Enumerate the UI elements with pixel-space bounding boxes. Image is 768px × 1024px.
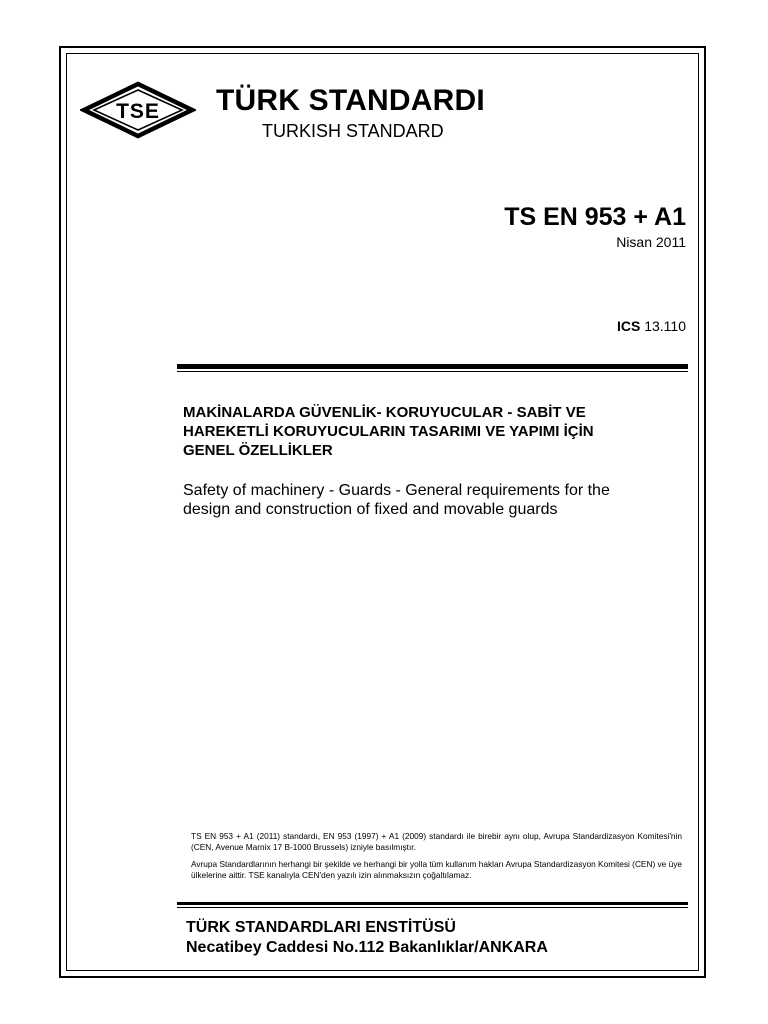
standard-number: TS EN 953 + A1 [504, 203, 686, 231]
tse-logo [80, 80, 196, 140]
document-title-english [183, 481, 683, 519]
legal-notes [191, 831, 682, 887]
page-subtitle: TURKISH STANDARD [262, 121, 444, 141]
institute-block [186, 918, 548, 958]
footer-rule-thick [177, 902, 688, 905]
standard-date: Nisan 2011 [616, 234, 686, 250]
page-title: TÜRK STANDARDI [216, 84, 485, 117]
title-en-line: design and construction of fixed and movable guards [183, 501, 558, 518]
institute-address: Necatibey Caddesi No.112 Bakanlıklar/ANKARA [186, 939, 548, 956]
tse-logo-text: TSE [116, 100, 160, 123]
header-rule-thin [177, 371, 688, 372]
note-paragraph: Avrupa Standardlarının herhangi bir şekilde ve herhangi bir yolla tüm kullanım hakları Avrupa Standardizasyon Komitesi (CEN) ve üye ülkelerine aittir. TSE kanalıyla CEN'den yazılı izin alınmaksızın çoğaltılamaz. [191, 859, 682, 880]
ics-value: 13.110 [644, 318, 686, 334]
footer-rule-thin [177, 907, 688, 908]
ics-code [617, 318, 686, 334]
institute-name: TÜRK STANDARDLARI ENSTİTÜSÜ [186, 919, 456, 936]
title-tr-line: MAKİNALARDA GÜVENLİK- KORUYUCULAR - SABİT VE [183, 404, 586, 421]
ics-label: ICS [616, 318, 641, 334]
header-rule-thick [177, 364, 688, 369]
document-title-turkish [183, 403, 683, 460]
title-tr-line: HAREKETLİ KORUYUCULARIN TASARIMI VE YAPIMI İÇİN [183, 423, 594, 440]
title-tr-line: GENEL ÖZELLİKLER [183, 442, 333, 459]
note-paragraph: TS EN 953 + A1 (2011) standardı, EN 953 (1997) + A1 (2009) standardı ile birebir aynı olup, Avrupa Standardizasyon Komitesi'nin (CEN, Avenue Marnix 17 B-1000 Brussels) izniyle basılmıştır. [191, 831, 682, 852]
title-en-line: Safety of machinery - Guards - General requirements for the [183, 482, 610, 499]
